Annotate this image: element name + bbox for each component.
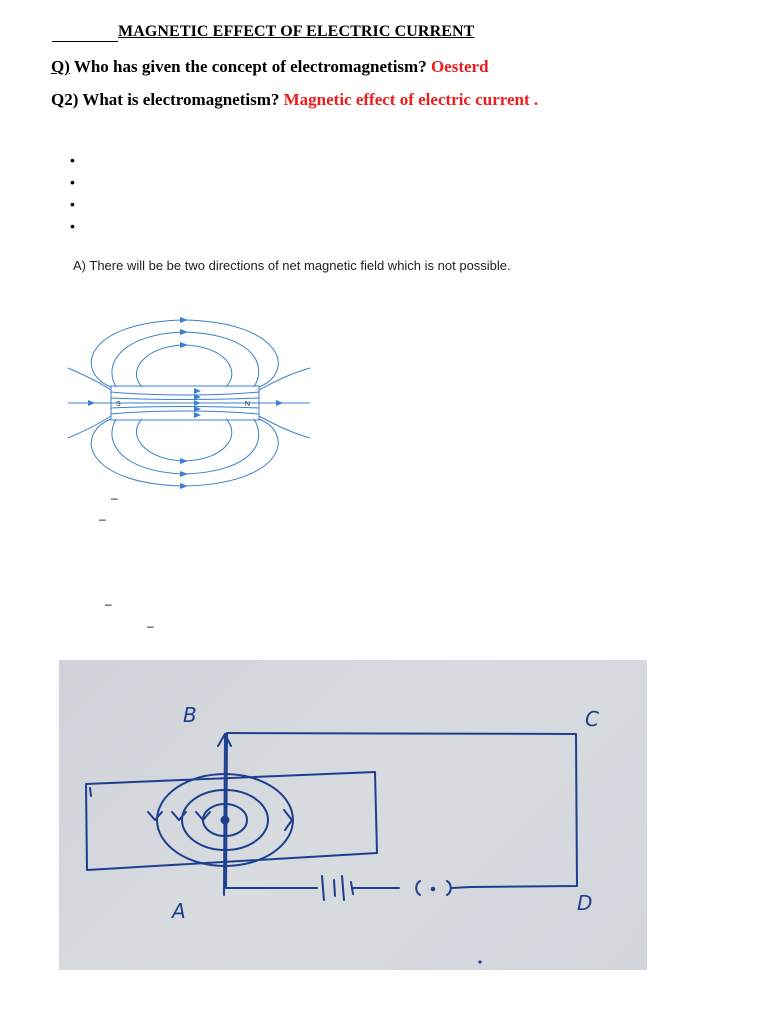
question-2-number: Q2)	[51, 90, 79, 109]
question-1-text: Who has given the concept of electromagnetism?	[69, 57, 431, 76]
question-2	[51, 90, 538, 110]
title-underline-rule	[52, 41, 118, 42]
question-1	[51, 57, 489, 77]
circuit-sketch-photo	[59, 660, 647, 970]
point-b-label: B	[183, 703, 197, 727]
circuit-sketch-drawing	[59, 660, 647, 970]
bullet-point: •	[70, 152, 75, 168]
point-d-label: D	[577, 891, 593, 915]
north-pole-label: N	[245, 401, 251, 408]
question-1-number: Q)	[51, 57, 70, 76]
question-1-answer: Oesterd	[430, 57, 489, 76]
question-2-answer: Magnetic effect of electric current .	[283, 90, 539, 109]
bullet-point: •	[70, 196, 75, 212]
dash-mark: –	[111, 491, 118, 505]
dash-mark: –	[147, 619, 154, 633]
bullet-point: •	[70, 218, 75, 234]
page-title: MAGNETIC EFFECT OF ELECTRIC CURRENT	[118, 23, 475, 40]
bar-magnet-field-diagram	[64, 312, 314, 492]
dash-mark: –	[105, 597, 112, 611]
question-2-text: What is electromagnetism?	[78, 90, 284, 109]
point-c-label: C	[585, 707, 599, 731]
point-a-label: A	[172, 899, 186, 923]
answer-a-text: A) There will be be two directions of net magnetic field which is not possible.	[73, 258, 511, 273]
south-pole-label: S	[116, 401, 121, 408]
dash-mark: –	[99, 512, 106, 526]
bullet-point: •	[70, 174, 75, 190]
